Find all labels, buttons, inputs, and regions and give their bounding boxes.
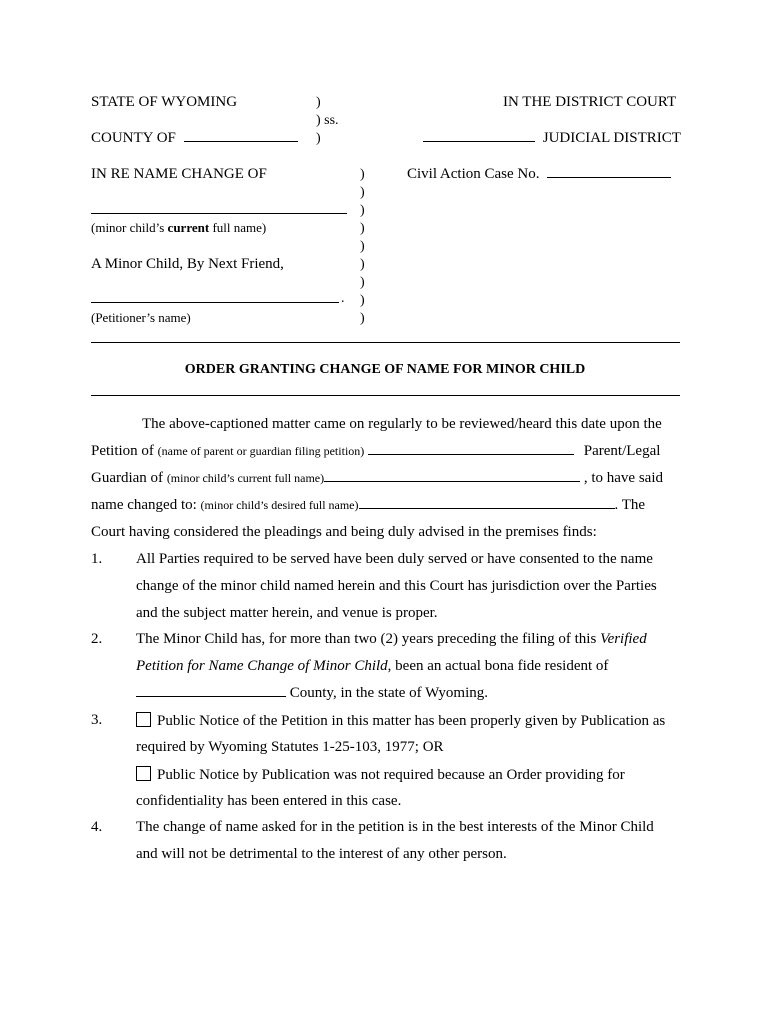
district-line xyxy=(423,130,681,147)
petitioner-name-field[interactable] xyxy=(368,454,574,455)
county-blank[interactable] xyxy=(184,141,298,142)
finding-number: 1. xyxy=(91,551,103,567)
body-line-2: Petition of (name of parent or guardian filing petition) Parent/Legal xyxy=(91,443,661,459)
current-name-field[interactable] xyxy=(324,481,580,482)
caption-paren: ) xyxy=(316,95,321,110)
next-friend-label: A Minor Child, By Next Friend, xyxy=(91,256,284,272)
finding-1-line-2: change of the minor child named herein and this Court has jurisdiction over the Parties xyxy=(136,578,657,594)
finding-3-option-1: Public Notice of the Petition in this matter has been properly given by Publication as xyxy=(136,712,665,730)
state-label: STATE OF WYOMING xyxy=(91,94,238,110)
petitioner-name-blank[interactable] xyxy=(91,302,339,303)
county-label: COUNTY OF xyxy=(91,130,176,146)
desired-name-field[interactable] xyxy=(359,508,615,509)
body-line-5: Court having considered the pleadings and being duly advised in the premises finds: xyxy=(91,524,597,540)
publication-given-checkbox[interactable] xyxy=(136,712,151,727)
finding-number: 2. xyxy=(91,631,103,647)
body-line-3: Guardian of (minor child’s current full name) , to have said xyxy=(91,470,664,486)
finding-3-option-2-line-2: confidentiality has been entered in this case. xyxy=(136,793,402,809)
petitioner-label: (Petitioner’s name) xyxy=(91,310,191,325)
finding-number: 3. xyxy=(91,712,103,728)
finding-number: 4. xyxy=(91,819,103,835)
caption-paren: ) xyxy=(360,293,365,308)
district-blank[interactable] xyxy=(423,141,535,142)
county-of-residence-field[interactable] xyxy=(136,696,286,697)
page-title: ORDER GRANTING CHANGE OF NAME FOR MINOR CHILD xyxy=(184,362,586,377)
caption-paren: ) xyxy=(360,311,365,326)
caption-paren: ) xyxy=(360,167,365,182)
case-no-blank[interactable] xyxy=(547,177,671,178)
caption-paren: ) xyxy=(360,221,365,236)
case-no-line xyxy=(407,166,671,183)
finding-4-line-1: The change of name asked for in the petition is in the best interests of the Minor Child xyxy=(136,819,654,835)
ss-label: ) ss. xyxy=(316,113,339,128)
caption-paren: ) xyxy=(360,257,365,272)
judicial-district-label: JUDICIAL DISTRICT xyxy=(542,130,681,146)
finding-1-line-1: All Parties required to be served have been duly served or have consented to the name xyxy=(136,551,653,567)
finding-3-option-1-line-2: required by Wyoming Statutes 1-25-103, 1977; OR xyxy=(136,739,444,755)
caption-paren: ) xyxy=(316,131,321,146)
in-re-label: IN RE NAME CHANGE OF xyxy=(91,166,267,182)
title-rule-bottom xyxy=(91,395,680,396)
finding-2-line-1: The Minor Child has, for more than two (2) years preceding the filing of this Verified xyxy=(136,631,647,647)
caption-paren: ) xyxy=(360,203,365,218)
finding-2-line-2: Petition for Name Change of Minor Child, been an actual bona fide resident of xyxy=(136,658,609,674)
period-mark: . xyxy=(341,291,345,306)
caption-paren: ) xyxy=(360,275,365,290)
finding-2-line-3: County, in the state of Wyoming. xyxy=(136,685,488,702)
finding-3-option-2: Public Notice by Publication was not required because an Order providing for xyxy=(136,766,625,784)
body-line-1: The above-captioned matter came on regularly to be reviewed/heard this date upon the xyxy=(142,416,662,432)
caption-paren: ) xyxy=(360,239,365,254)
publication-not-required-checkbox[interactable] xyxy=(136,766,151,781)
case-no-label: Civil Action Case No. xyxy=(407,166,540,182)
body-line-4: name changed to: (minor child’s desired full name) . The xyxy=(91,497,646,513)
minor-name-blank[interactable] xyxy=(91,213,347,214)
county-line xyxy=(91,130,298,147)
caption-paren: ) xyxy=(360,185,365,200)
court-label: IN THE DISTRICT COURT xyxy=(503,94,677,110)
title-rule-top xyxy=(91,342,680,343)
minor-name-label: (minor child’s current full name) xyxy=(91,220,267,235)
finding-4-line-2: and will not be detrimental to the interest of any other person. xyxy=(136,846,507,862)
finding-1-line-3: and the subject matter herein, and venue is proper. xyxy=(136,605,438,621)
